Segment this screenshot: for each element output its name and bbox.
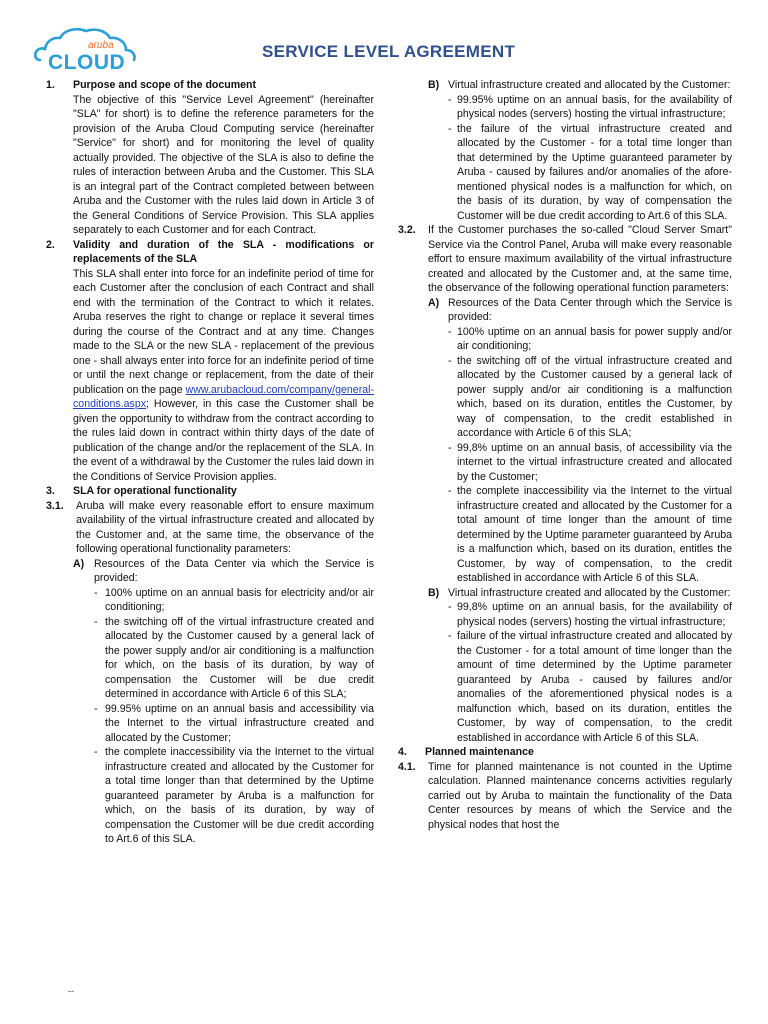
list-item: - 100% uptime on an annual basis for power supply and/or air conditioning; — [448, 325, 732, 354]
section-3-1-body: 3.1. Aruba will make every reasonable effort to ensure maximum availability of the virtual infrastructure created and allocated by the Customer and, at the same time, the observance of the following operational functionality parameters: — [46, 499, 374, 555]
section-1-heading: 1. Purpose and scope of the document — [46, 79, 257, 91]
section-3-2-a: A) Resources of the Data Center through which the Service is provided: — [428, 296, 732, 323]
section-3-2-body: 3.2. If the Customer purchases the so-called "Cloud Server Smart" Service via the Control Panel, Aruba will make every reasonable effort to ensure maximum availability of the virtual infrastructure created and allocated by the Customer and, at the same time, the observance of the following operational function parameters: — [398, 224, 732, 294]
list-item: - 100% uptime on an annual basis for electricity and/or air conditioning; — [94, 586, 374, 615]
section-3-1-b-list — [398, 93, 732, 224]
section-4-heading: 4. Planned maintenance — [398, 746, 534, 758]
section-3-1-a: A) Resources of the Data Center via which the Service is provided: — [73, 557, 374, 584]
list-item: - failure of the virtual infrastructure created and allocated by the Customer - for a total amount of time longer than the amount of time determined by the Uptime parameter guaranteed by Aruba - caused by failures and/or anomalies of the aforementioned physical nodes is a malfunction which, based on its duration, entitles the Customer, by way of compensation, to the credit established in accordance with Article 6 of this SLA. — [448, 629, 732, 745]
logo-brand-text: aruba — [88, 40, 114, 51]
list-item: - 99.95% uptime on an annual basis, for the availability of physical nodes (servers) hosting the virtual infrastructure; — [448, 93, 732, 122]
right-column — [398, 78, 732, 832]
list-item: - the switching off of the virtual infrastructure created and allocated by the Customer caused by a general lack of the power supply and/or air conditioning is a malfunction for which, on the basis of its duration, by way of compensation the Customer will be due credit determined in accordance with Article 6 of this SLA; — [94, 615, 374, 702]
list-item: - the switching off of the virtual infrastructure created and allocated by the Customer caused by a general lack of power supply and/or air conditioning is a malfunction which, based on its duration, entitles the Customer, by way of compensation, to the credit established in accordance with Article 6 of this SLA; — [448, 354, 732, 441]
section-1-body: The objective of this "Service Level Agreement" (hereinafter "SLA" for short) is to define the reference parameters for the provision of the Aruba Cloud Computing service (hereinafter "Service" for short) and for monitoring the level of quality actually provided. The objective of the SLA is also to define the rules of interaction between Aruba and the Customer. This SLA is an integral part of the Contract completed between between Aruba and the Customer with the rules laid down in Article 3 of the General Conditions of Service Provision. This SLA applies separately to each Customer and for each Contract. — [73, 93, 374, 236]
section-2-body: This SLA shall enter into force for an indefinite period of time for each Customer after the conclusion of each Contract and shall end with the termination of the Contract to which it relates. Aruba reserves the right to change or replace it several times during the course of the Contract and at any time. Changes made to the SLA or the new SLA - replacement of the previous one - shall always enter into force for an indefinite period of time or until the next change or replacement, from the date of their publication on the page www.arubacloud.com/company/general-conditions.aspx; However, in this case the Customer shall be given the opportunity to withdraw from the contract according to the rules laid down in contract within thirty days of the date of publication of the change and/or the replacement of the SLA. In the event of a withdrawal by the Customer the rules laid down in the Conditions of Service Provision applies. — [73, 267, 374, 483]
section-4-1-body: 4.1. Time for planned maintenance is not counted in the Uptime calculation. Planned maintenance concerns activities regularly carried out by Aruba to maintain the functionality of the Data Center resources by means of which the Service and the physical nodes that host the — [398, 760, 732, 831]
list-item: - 99.95% uptime on an annual basis and accessibility via the Internet to the virtual infrastructure created and allocated by the Customer; — [94, 702, 374, 746]
section-2-heading: 2. Validity and duration of the SLA - modifications or replacements of the SLA — [46, 238, 374, 265]
list-item: - the complete inaccessibility via the Internet to the virtual infrastructure created and allocated by the Customer for a total time longer than that determined by the Uptime guaranteed parameter by Aruba is a malfunction for which, on the basis of its duration, by way of compensation the Customer will be due credit according to Art.6 of this SLA. — [94, 745, 374, 847]
section-3-1-b: B) Virtual infrastructure created and allocated by the Customer: — [428, 79, 731, 91]
list-item: - 99,8% uptime on an annual basis, of accessibility via the internet to the virtual infrastructure created and allocated by the Customer; — [448, 441, 732, 485]
general-conditions-link[interactable]: www.arubacloud.com/company/general-conditions.aspx — [73, 383, 374, 410]
aruba-cloud-logo — [34, 26, 138, 72]
list-item: - the complete inaccessibility via the Internet to the virtual infrastructure created and allocated by the Customer for a total amount of time longer than the amount of time determined by the Uptime parameter guaranteed by Aruba is a malfunction which, based on its duration, entitles the Customer, by way of compensation, to the credit established in accordance with Article 6 of this SLA. — [448, 484, 732, 586]
footer-mark: -- — [68, 986, 74, 996]
page-title: SERVICE LEVEL AGREEMENT — [262, 42, 516, 61]
section-3-2-a-list — [398, 325, 732, 586]
logo-word-text: CLOUD — [48, 51, 126, 72]
list-item: - 99,8% uptime on an annual basis, for the availability of physical nodes (servers) hosting the virtual infrastructure; — [448, 600, 732, 629]
list-item: - the failure of the virtual infrastructure created and allocated by the Customer - for a total time longer than that determined by the Uptime guaranteed parameter by Aruba - caused by failures and/or anomalies of the afore-mentioned physical nodes is a malfunction for which, on the basis of its duration, by way of compensation the Customer will be due credit according to Art.6 of this SLA. — [448, 122, 732, 224]
left-column — [46, 78, 374, 847]
section-3-2-b-list — [398, 600, 732, 745]
section-3-1-a-list — [46, 586, 374, 847]
section-3-2-b: B) Virtual infrastructure created and allocated by the Customer: — [428, 586, 731, 599]
section-3-heading: 3. SLA for operational functionality — [46, 485, 237, 497]
